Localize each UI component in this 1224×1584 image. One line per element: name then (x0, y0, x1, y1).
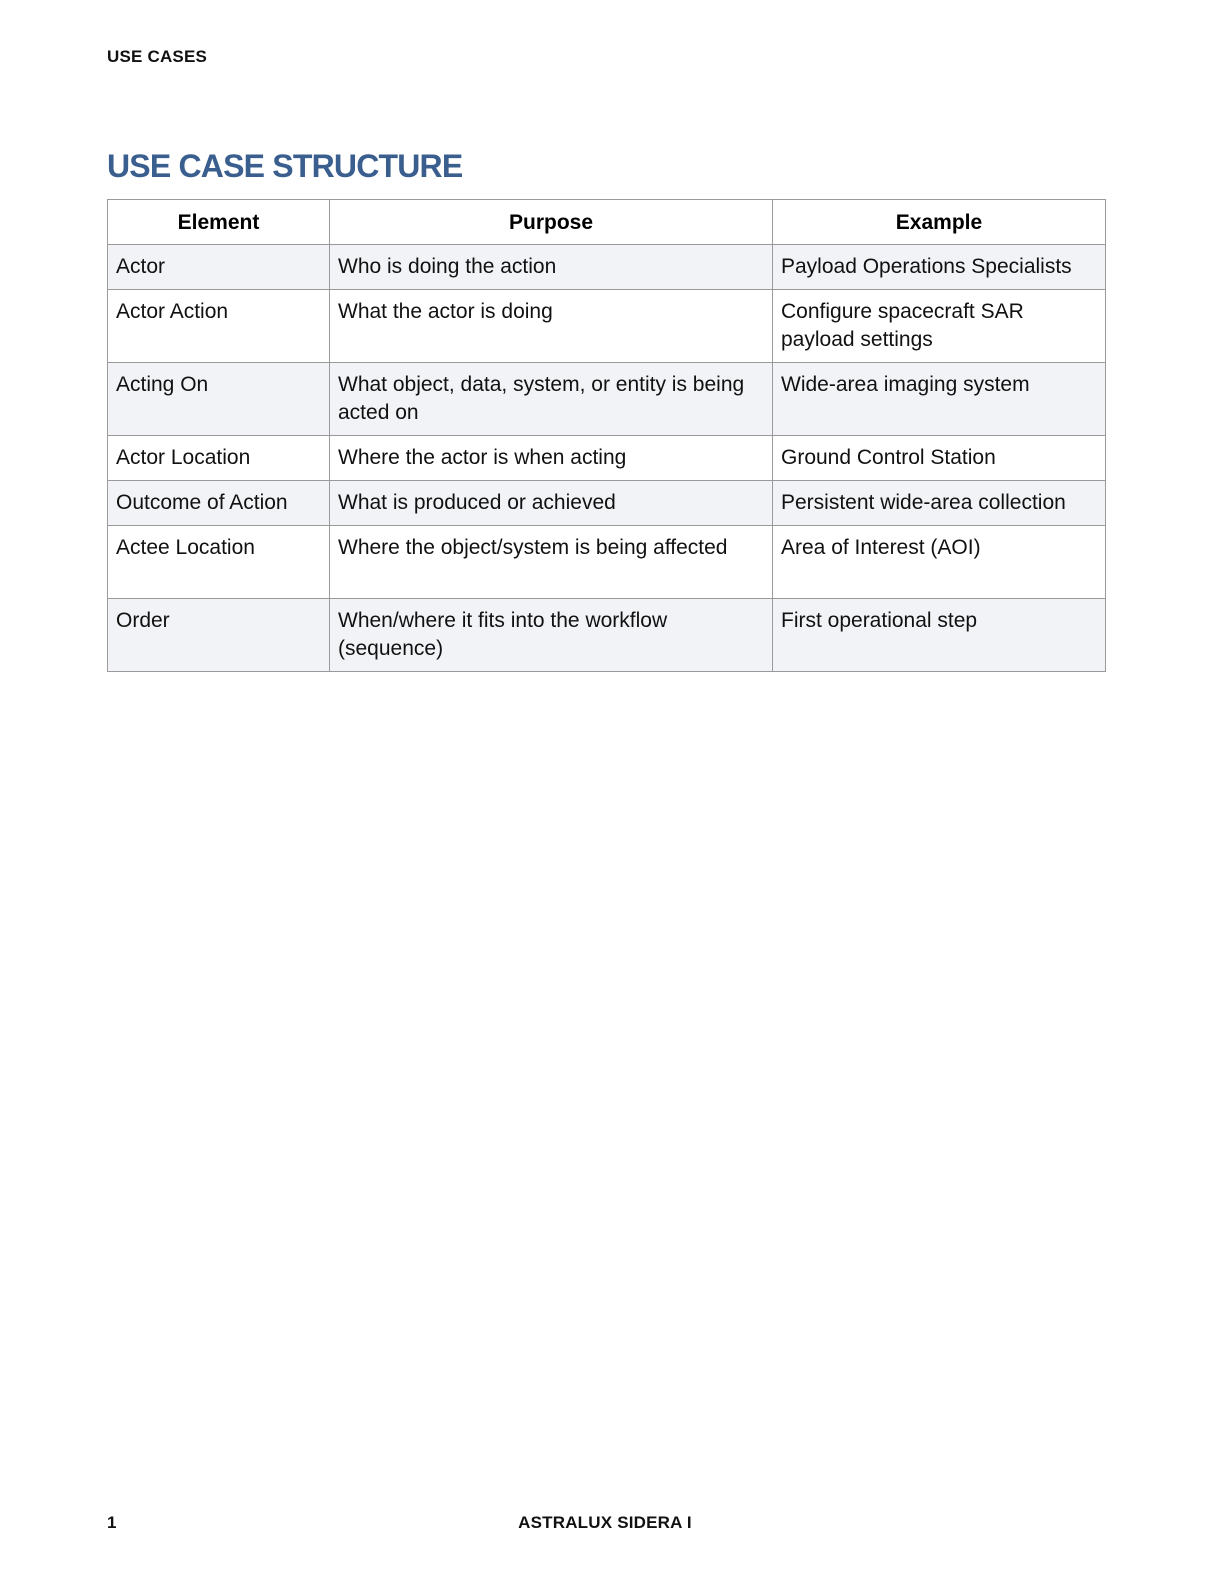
table-row (108, 245, 1106, 290)
section-title: USE CASE STRUCTURE (107, 148, 463, 184)
purpose-cell: What the actor is doing (330, 290, 773, 363)
purpose-cell: Where the actor is when acting (330, 436, 773, 481)
element-cell: Actor (108, 245, 330, 290)
element-cell: Actor Location (108, 436, 330, 481)
purpose-cell: What object, data, system, or entity is being acted on (330, 363, 773, 436)
table-row (108, 481, 1106, 526)
example-cell: Persistent wide-area collection (773, 481, 1106, 526)
table-header-row (108, 200, 1106, 245)
element-cell: Outcome of Action (108, 481, 330, 526)
page-number: 1 (107, 1513, 117, 1532)
example-cell: First operational step (773, 599, 1106, 672)
table-row (108, 436, 1106, 481)
table-row (108, 363, 1106, 436)
running-header: USE CASES (107, 47, 208, 66)
column-header-purpose: Purpose (330, 200, 773, 245)
purpose-cell: What is produced or achieved (330, 481, 773, 526)
example-cell: Ground Control Station (773, 436, 1106, 481)
use-case-structure-table (107, 199, 1106, 672)
table-row (108, 290, 1106, 363)
table-row (108, 599, 1106, 672)
table-row (108, 526, 1106, 599)
element-cell: Order (108, 599, 330, 672)
column-header-example: Example (773, 200, 1106, 245)
element-cell: Actor Action (108, 290, 330, 363)
purpose-cell: Where the object/system is being affected (330, 526, 773, 599)
purpose-cell: When/where it fits into the workflow (sequence) (330, 599, 773, 672)
column-header-element: Element (108, 200, 330, 245)
example-cell: Configure spacecraft SAR payload settings (773, 290, 1106, 363)
example-cell: Area of Interest (AOI) (773, 526, 1106, 599)
element-cell: Acting On (108, 363, 330, 436)
example-cell: Wide-area imaging system (773, 363, 1106, 436)
example-cell: Payload Operations Specialists (773, 245, 1106, 290)
footer-document-title: ASTRALUX SIDERA I (518, 1513, 692, 1532)
purpose-cell: Who is doing the action (330, 245, 773, 290)
element-cell: Actee Location (108, 526, 330, 599)
